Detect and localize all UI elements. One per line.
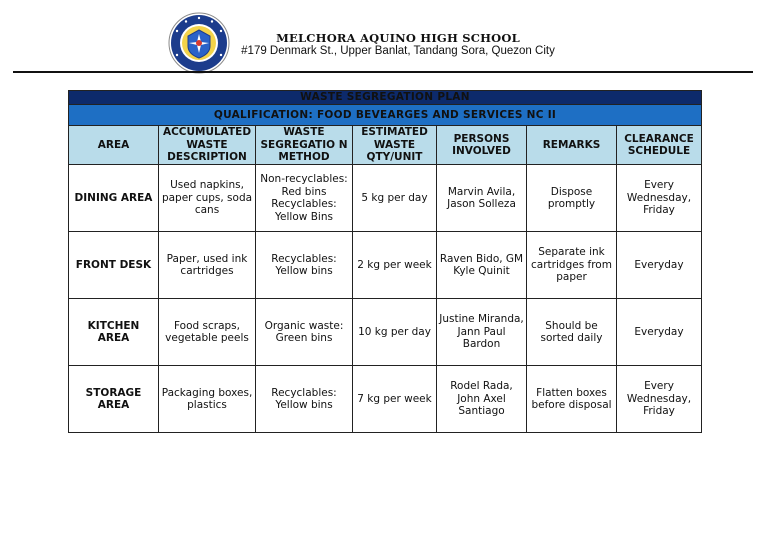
- cell-waste-description: Food scraps, vegetable peels: [159, 299, 256, 366]
- header-divider: [13, 71, 753, 73]
- cell-segregation-method: Recyclables: Yellow bins: [256, 366, 353, 433]
- cell-segregation-method: Non-recyclables: Red bins Recyclables: Yellow Bins: [256, 165, 353, 232]
- cell-clearance-schedule: Every Wednesday, Friday: [617, 366, 702, 433]
- table-row: [69, 165, 702, 232]
- cell-waste-description: Used napkins, paper cups, soda cans: [159, 165, 256, 232]
- document-header: [0, 0, 768, 78]
- table-row: [69, 232, 702, 299]
- waste-segregation-table: [68, 90, 702, 433]
- cell-segregation-method: Recyclables: Yellow bins: [256, 232, 353, 299]
- plan-title: WASTE SEGREGATION PLAN: [69, 91, 702, 105]
- column-header-row: [69, 126, 702, 165]
- column-header-waste-description: ACCUMULATED WASTE DESCRIPTION: [159, 126, 256, 165]
- column-header-remarks: REMARKS: [527, 126, 617, 165]
- column-header-segregation-method: WASTE SEGREGATIO N METHOD: [256, 126, 353, 165]
- cell-persons-involved: Marvin Avila, Jason Solleza: [437, 165, 527, 232]
- cell-remarks: Dispose promptly: [527, 165, 617, 232]
- cell-waste-description: Paper, used ink cartridges: [159, 232, 256, 299]
- cell-area: STORAGE AREA: [69, 366, 159, 433]
- cell-clearance-schedule: Every Wednesday, Friday: [617, 165, 702, 232]
- cell-waste-qty: 5 kg per day: [353, 165, 437, 232]
- column-header-clearance-schedule: CLEARANCE SCHEDULE: [617, 126, 702, 165]
- table-title-row: [69, 91, 702, 105]
- school-name: MELCHORA AQUINO HIGH SCHOOL: [276, 31, 520, 45]
- cell-persons-involved: Raven Bido, GM Kyle Quinit: [437, 232, 527, 299]
- cell-persons-involved: Justine Miranda, Jann Paul Bardon: [437, 299, 527, 366]
- cell-remarks: Flatten boxes before disposal: [527, 366, 617, 433]
- table-row: [69, 366, 702, 433]
- plan-qualification: QUALIFICATION: FOOD BEVEARGES AND SERVICES NC II: [69, 105, 702, 126]
- cell-remarks: Separate ink cartridges from paper: [527, 232, 617, 299]
- cell-clearance-schedule: Everyday: [617, 232, 702, 299]
- table-row: [69, 299, 702, 366]
- cell-persons-involved: Rodel Rada, John Axel Santiago: [437, 366, 527, 433]
- cell-segregation-method: Organic waste: Green bins: [256, 299, 353, 366]
- cell-area: KITCHEN AREA: [69, 299, 159, 366]
- cell-clearance-schedule: Everyday: [617, 299, 702, 366]
- cell-area: DINING AREA: [69, 165, 159, 232]
- cell-waste-qty: 2 kg per week: [353, 232, 437, 299]
- qualification-row: [69, 105, 702, 126]
- cell-waste-qty: 7 kg per week: [353, 366, 437, 433]
- cell-waste-description: Packaging boxes, plastics: [159, 366, 256, 433]
- school-seal-icon: [168, 12, 230, 74]
- school-address: #179 Denmark St., Upper Banlat, Tandang Sora, Quezon City: [241, 45, 555, 57]
- cell-area: FRONT DESK: [69, 232, 159, 299]
- column-header-area: AREA: [69, 126, 159, 165]
- column-header-waste-qty: ESTIMATED WASTE QTY/UNIT: [353, 126, 437, 165]
- cell-remarks: Should be sorted daily: [527, 299, 617, 366]
- column-header-persons-involved: PERSONS INVOLVED: [437, 126, 527, 165]
- cell-waste-qty: 10 kg per day: [353, 299, 437, 366]
